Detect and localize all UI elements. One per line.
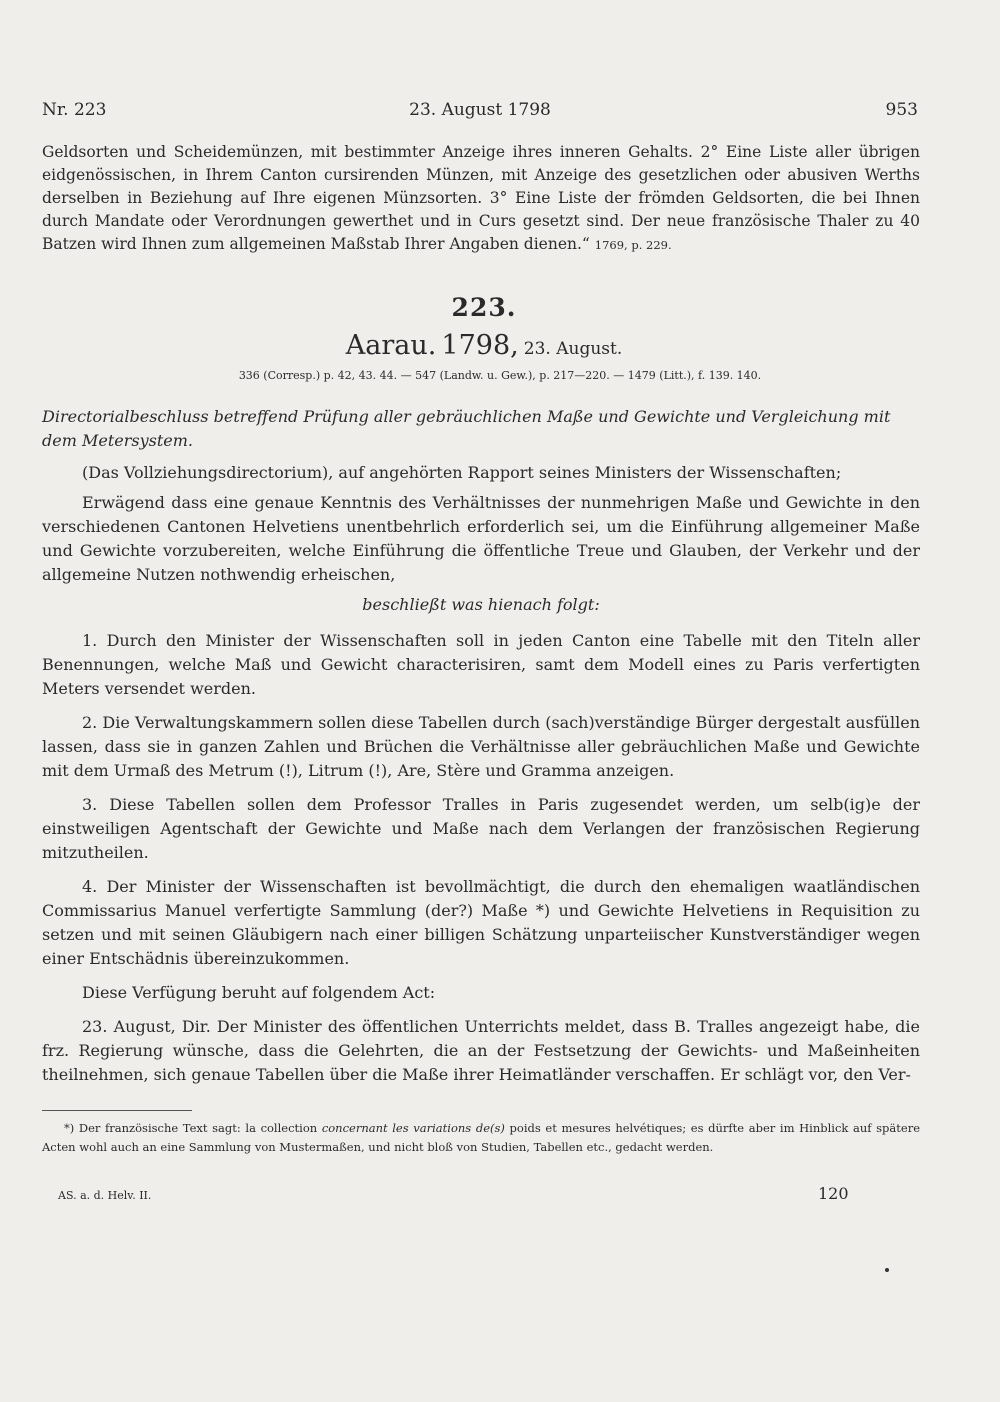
footer-sheet-number: 120	[818, 1184, 849, 1203]
document-heading: Directorialbeschluss betreffend Prüfung aller gebräuchlichen Maße und Gewichte und Vergleichung mit dem Metersystem.	[42, 407, 891, 450]
dateline-day: 23. August.	[523, 339, 623, 359]
footer-source: AS. a. d. Helv. II.	[58, 1189, 152, 1202]
continuation-text: Geldsorten und Scheidemünzen, mit bestimmter Anzeige ihres inneren Gehalts. 2° Eine Liste aller übrigen eidgenössischen, in Ihrem Canton cursirenden Münzen, mit Anzeige des gesetzlichen oder abusiven Werths derselben in Beziehung auf Ihre eigenen Münzsorten. 3° Eine Liste der frömden Geldsorten, die bei Ihnen durch Mandate oder Verordnungen gewerthet und in Curs gesetzt sind. Der neue französische Thaler zu 40 Batzen wird Ihnen zum allgemeinen Maßstab Ihrer Angaben dienen.“	[42, 143, 920, 253]
act-paragraph: 23. August, Dir. Der Minister des öffentlichen Unterrichts meldet, dass B. Tralles angezeigt habe, die frz. Regierung wünsche, dass die Gelehrten, die an der Festsetzung der Gewichts- und Maßeinheiten theilnehmen, sich genaue Tabellen über die Maße ihrer Heimatländer verschaffen. Er schlägt vor, den Ver-	[42, 1017, 920, 1084]
basis-paragraph: Diese Verfügung beruht auf folgendem Act:	[82, 983, 436, 1002]
dateline	[0, 330, 968, 361]
footnote-italic: concernant les variations de(s)	[321, 1121, 505, 1135]
continuation-citation: 1769, p. 229.	[594, 238, 672, 252]
footnote-rest: poids et mesures helvétiques; es dürfte aber im Hinblick auf spätere Acten wohl auch an eine Sammlung von Mustermaßen, und nicht bloß von Studien, Tabellen etc., gedacht werden.	[42, 1121, 921, 1154]
resolution-formula: beschließt was hienach folgt:	[362, 595, 600, 614]
page-mark	[885, 1268, 889, 1272]
page-number: 953	[885, 100, 918, 120]
dateline-year: 1798,	[441, 330, 519, 361]
footnote	[42, 1119, 920, 1157]
document-body	[42, 461, 920, 1097]
preamble-paragraph: (Das Vollziehungsdirectorium), auf angehörten Rapport seines Ministers der Wissenschaften;	[82, 463, 842, 482]
footnote-rule	[42, 1110, 192, 1111]
running-head-date: 23. August 1798	[409, 100, 551, 120]
article-1: 1. Durch den Minister der Wissenschaften soll in jeden Canton eine Tabelle mit den Titeln aller Benennungen, welche Maß und Gewicht characterisiren, samt dem Modell eines zu Paris verfertigten Meters versendet werden.	[42, 631, 920, 698]
considering-paragraph: Erwägend dass eine genaue Kenntnis des Verhältnisses der nunmehrigen Maße und Gewichte in den verschiedenen Cantonen Helvetiens unentbehrlich erforderlich sei, um die Einführung allgemeiner Maße und Gewichte vorzubereiten, welche Einführung die öffentliche Treue und Glauben, der Verkehr und der allgemeine Nutzen nothwendig erheischen,	[42, 493, 920, 584]
dateline-place: Aarau.	[345, 330, 437, 361]
continuation-paragraph	[42, 141, 920, 257]
archival-references: 336 (Corresp.) p. 42, 43. 44. — 547 (Landw. u. Gew.), p. 217—220. — 1479 (Litt.), f. 139. 140.	[238, 369, 762, 382]
article-2: 2. Die Verwaltungskammern sollen diese Tabellen durch (sach)verständige Bürger dergestalt ausfüllen lassen, dass sie in ganzen Zahlen und Brüchen die Verhältnisse aller gebräuchlichen Maße und Gewichte mit dem Urmaß des Metrum (!), Litrum (!), Are, Stère und Gramma anzeigen.	[42, 713, 920, 780]
footnote-lead: *) Der französische Text sagt: la collection	[64, 1121, 322, 1135]
running-head-document-number: Nr. 223	[42, 100, 107, 120]
article-3: 3. Diese Tabellen sollen dem Professor Tralles in Paris zugesendet werden, um selb(ig)e der einstweiligen Agentschaft der Gewichte und Maße nach dem Verlangen der französischen Regierung mitzutheilen.	[42, 795, 920, 862]
article-4: 4. Der Minister der Wissenschaften ist bevollmächtigt, die durch den ehemaligen waatländischen Commissarius Manuel verfertigte Sammlung (der?) Maße *) und Gewichte Helvetiens in Requisition zu setzen und mit seinen Gläubigern nach einer billigen Schätzung unparteiischer Kunstverständiger wegen einer Entschädnis übereinzukommen.	[42, 877, 920, 968]
running-head	[42, 100, 918, 126]
document-number: 223.	[451, 293, 517, 322]
